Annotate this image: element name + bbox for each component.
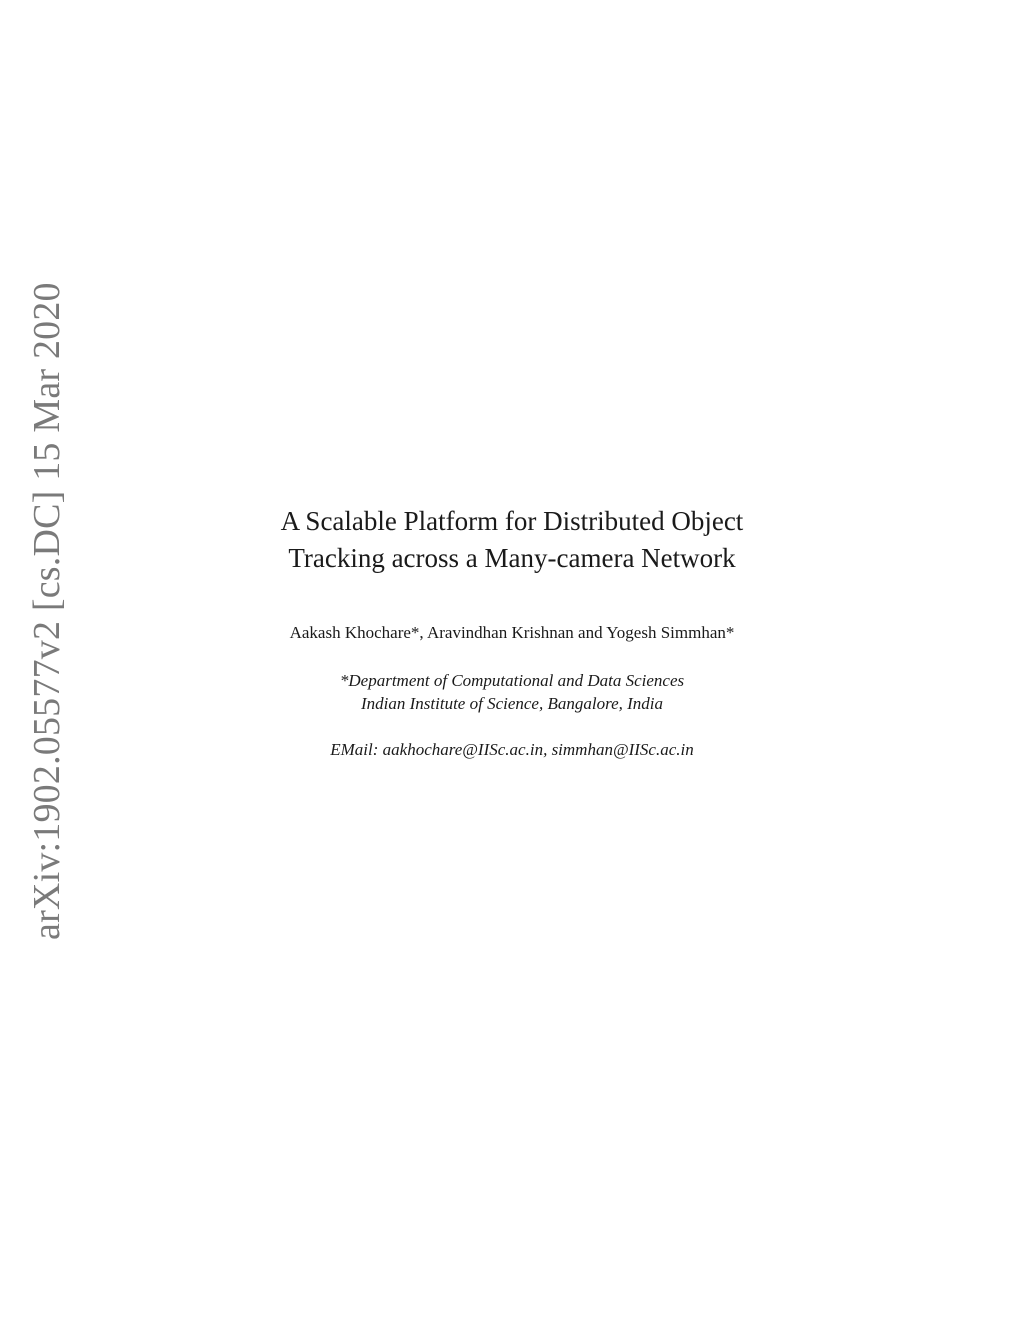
affiliation-institute: Indian Institute of Science, Bangalore, India — [361, 694, 663, 713]
paper-title — [0, 503, 1024, 577]
arxiv-identifier-stamp: arXiv:1902.05577v2 [cs.DC] 15 Mar 2020 — [26, 282, 68, 940]
paper-title-line-1: A Scalable Platform for Distributed Object — [280, 506, 744, 536]
author-list: Aakash Khochare*, Aravindhan Krishnan and Yogesh Simmhan* — [289, 623, 735, 642]
author-affiliation — [0, 669, 1024, 715]
paper-title-line-2: Tracking across a Many-camera Network — [288, 543, 736, 573]
contact-email: EMail: aakhochare@IISc.ac.in, simmhan@IISc.ac.in — [330, 740, 694, 759]
affiliation-department: *Department of Computational and Data Sciences — [339, 671, 685, 690]
